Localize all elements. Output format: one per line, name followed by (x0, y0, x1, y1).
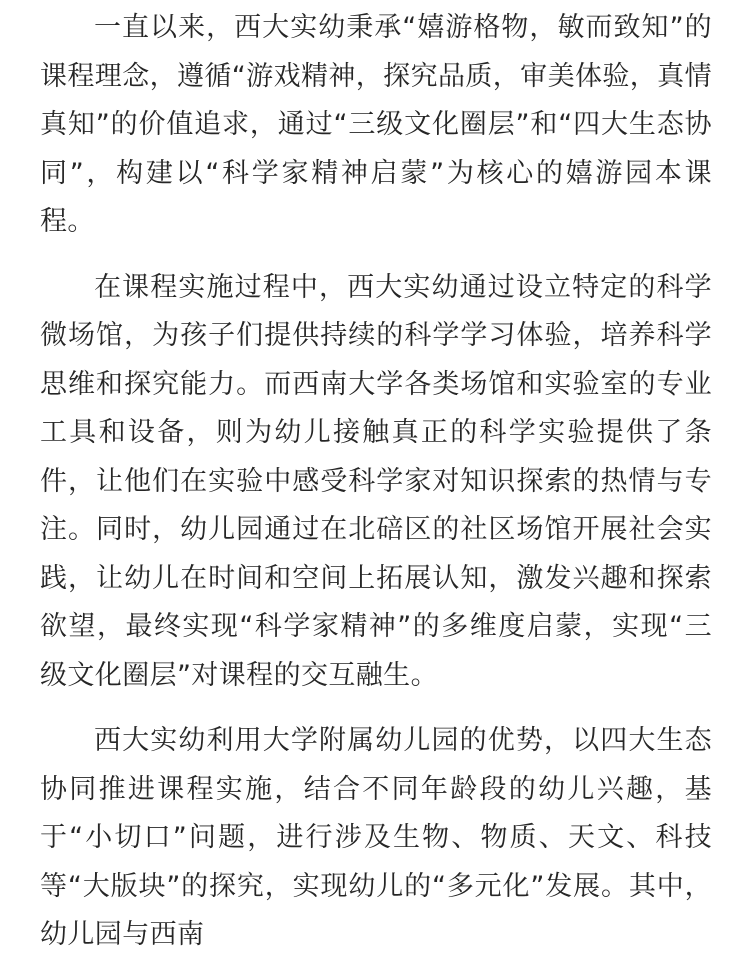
article-body (40, 0, 712, 973)
paragraph-implementation: 在课程实施过程中，西大实幼通过设立特定的科学微场馆，为孩子们提供持续的科学学习体验，培养科学思维和探究能力。而西南大学各类场馆和实验室的专业工具和设备，则为幼儿接触真正的科学实验提供了条件，让他们在实验中感受科学家对知识探索的热情与专注。同时，幼儿园通过在北碚区的社区场馆开展社会实践，让幼儿在时间和空间上拓展认知，激发兴趣和探索欲望，最终实现“科学家精神”的多维度启蒙，实现“三级文化圈层”对课程的交互融生。 (40, 271, 712, 691)
paragraph-philosophy: 一直以来，西大实幼秉承“嬉游格物，敏而致知”的课程理念，遵循“游戏精神，探究品质，审美体验，真情真知”的价值追求，通过“三级文化圈层”和“四大生态协同”，构建以“科学家精神启蒙”为核心的嬉游园本课程。 (40, 12, 712, 237)
paragraph-ecology-coordination: 西大实幼利用大学附属幼儿园的优势，以四大生态协同推进课程实施，结合不同年龄段的幼儿兴趣，基于“小切口”问题，进行涉及生物、物质、天文、科技等“大版块”的探究，实现幼儿的“多元化”发展。其中，幼儿园与西南 (40, 725, 712, 950)
